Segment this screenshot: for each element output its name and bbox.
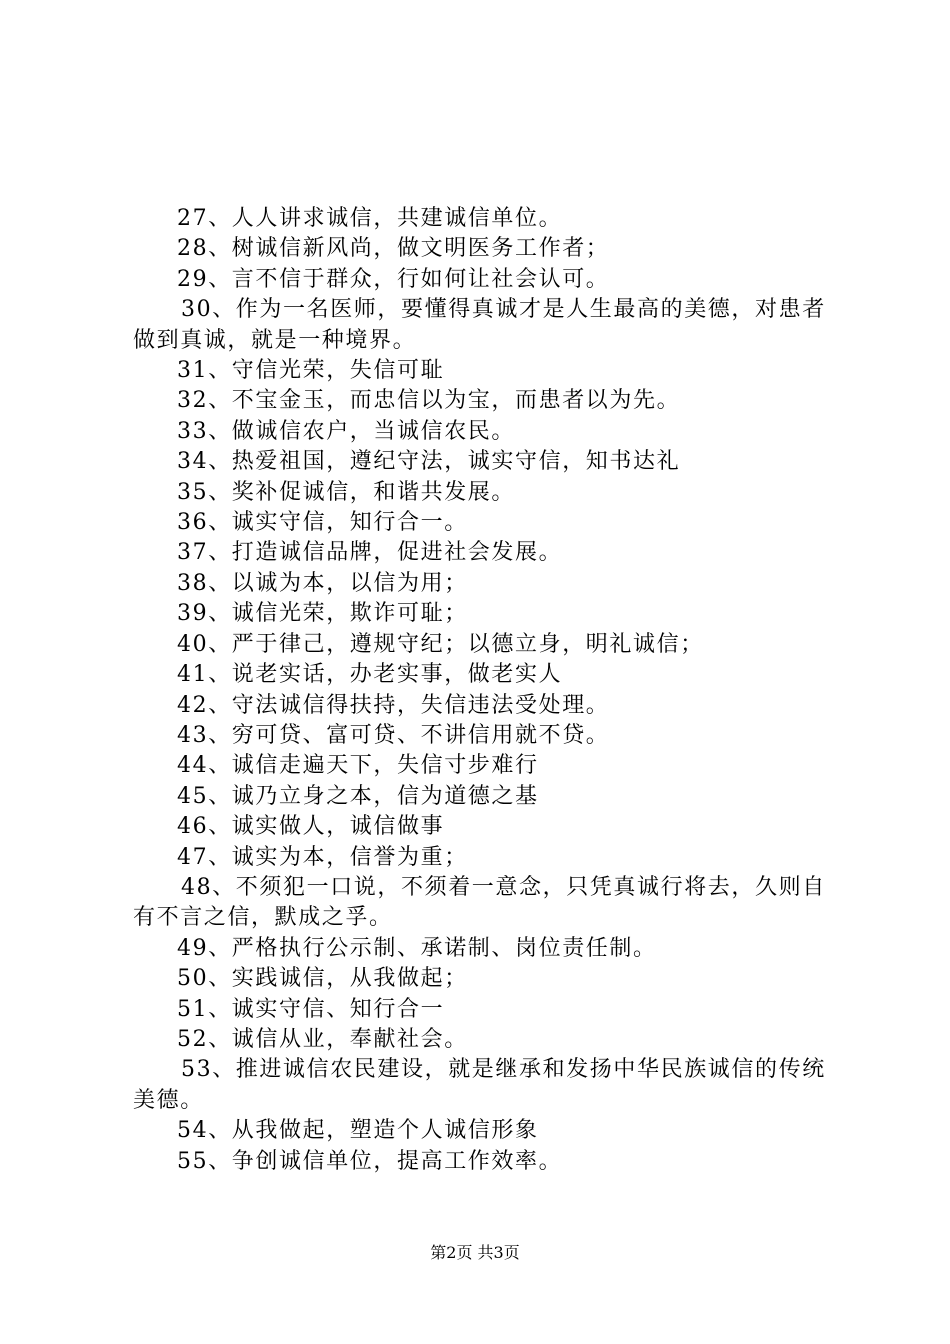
list-item: 46、诚实做人，诚信做事	[177, 814, 445, 840]
list-item: 27、人人讲求诚信，共建诚信单位。	[177, 206, 563, 231]
list-item: 41、说老实话，办老实事，做老实人	[177, 662, 563, 688]
list-item: 28、树诚信新风尚，做文明医务工作者；	[177, 236, 610, 262]
list-item: 50、实践诚信，从我做起；	[177, 966, 468, 992]
list-item: 31、守信光荣，失信可耻	[177, 358, 445, 384]
list-item: 35、奖补促诚信，和谐共发展。	[177, 479, 515, 505]
list-item: 42、守法诚信得扶持，失信违法受处理。	[177, 692, 610, 718]
list-item: 45、诚乃立身之本，信为道德之基	[177, 783, 539, 809]
list-item: 47、诚实为本，信誉为重；	[177, 844, 468, 870]
list-item: 38、以诚为本，以信为用；	[177, 570, 468, 596]
list-item: 52、诚信从业，奉献社会。	[177, 1026, 468, 1052]
list-item: 54、从我做起，塑造个人诚信形象	[177, 1118, 539, 1144]
list-item: 39、诚信光荣，欺诈可耻；	[177, 601, 468, 627]
list-item: 44、诚信走遍天下，失信寸步难行	[177, 753, 539, 779]
list-item: 49、严格执行公示制、承诺制、岗位责任制。	[177, 935, 657, 961]
list-item: 34、热爱祖国，遵纪守法，诚实守信，知书达礼	[177, 449, 681, 475]
list-item: 37、打造诚信品牌，促进社会发展。	[177, 540, 563, 566]
list-item: 29、言不信于群众，行如何让社会认可。	[177, 266, 610, 292]
list-item: 30、作为一名医师，要懂得真诚才是人生最高的美德，对患者做到真诚，就是一种境界。	[133, 297, 826, 353]
list-item: 48、不须犯一口说，不须着一意念，只凭真诚行将去，久则自有不言之信，默成之孚。	[133, 874, 826, 931]
slogan-list	[133, 204, 833, 1177]
list-item: 33、做诚信农户，当诚信农民。	[177, 418, 515, 444]
list-item: 53、推进诚信农民建设，就是继承和发扬中华民族诚信的传统美德。	[133, 1057, 826, 1113]
list-item: 36、诚实守信，知行合一。	[177, 510, 468, 536]
list-item: 55、争创诚信单位，提高工作效率。	[177, 1148, 563, 1174]
list-item: 43、穷可贷、富可贷、不讲信用就不贷。	[177, 722, 610, 748]
list-item: 40、严于律己，遵规守纪；以德立身，明礼诚信；	[177, 631, 704, 657]
page-footer: 第2页 共3页	[430, 1243, 520, 1262]
list-item: 51、诚实守信、知行合一	[177, 996, 445, 1022]
list-item: 32、不宝金玉，而忠信以为宝，而患者以为先。	[177, 388, 681, 414]
